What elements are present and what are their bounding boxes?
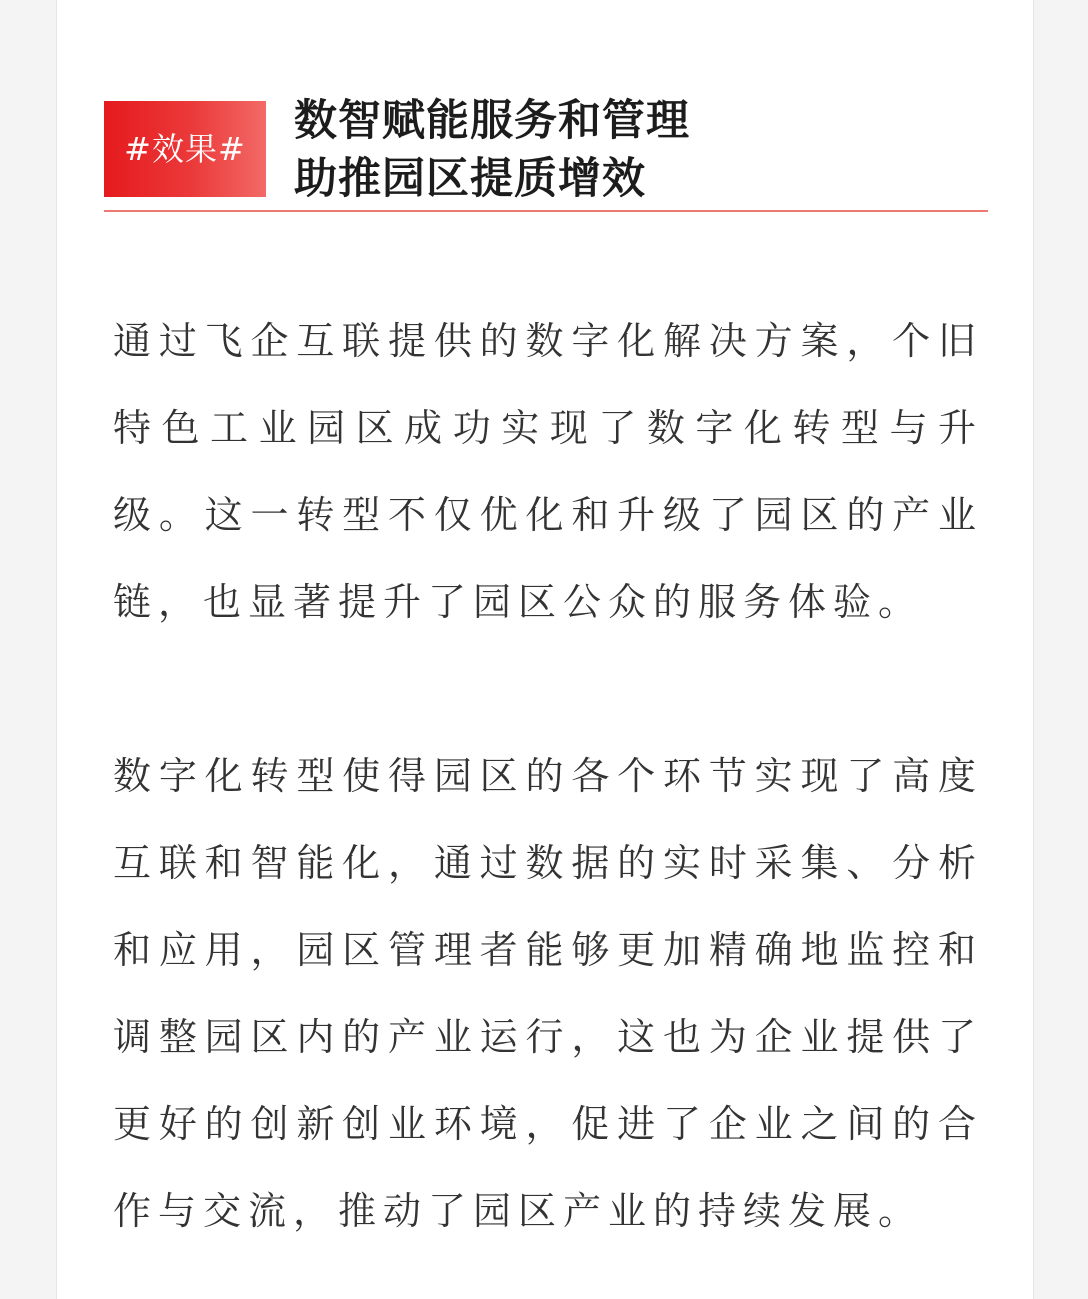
article-card <box>56 0 1034 1299</box>
paragraph-2: 数字化转型使得园区的各个环节实现了高度互联和智能化，通过数据的实时采集、分析和应用，园区管理者能够更加精确地监控和调整园区内的产业运行，这也为企业提供了更好的创新创业环境，促进了企业之间的合作与交流，推动了园区产业的持续发展。 <box>113 754 983 1233</box>
section-title-line-1: 数智赋能服务和管理 <box>294 96 690 146</box>
section-title <box>294 92 690 208</box>
section-tag: #效果# <box>104 101 266 197</box>
paragraph-1: 通过飞企互联提供的数字化解决方案，个旧特色工业园区成功实现了数字化转型与升级。这一转型不仅优化和升级了园区的产业链，也显著提升了园区公众的服务体验。 <box>113 319 983 624</box>
section-title-line-2: 助推园区提质增效 <box>294 154 646 204</box>
section-header <box>104 92 988 212</box>
